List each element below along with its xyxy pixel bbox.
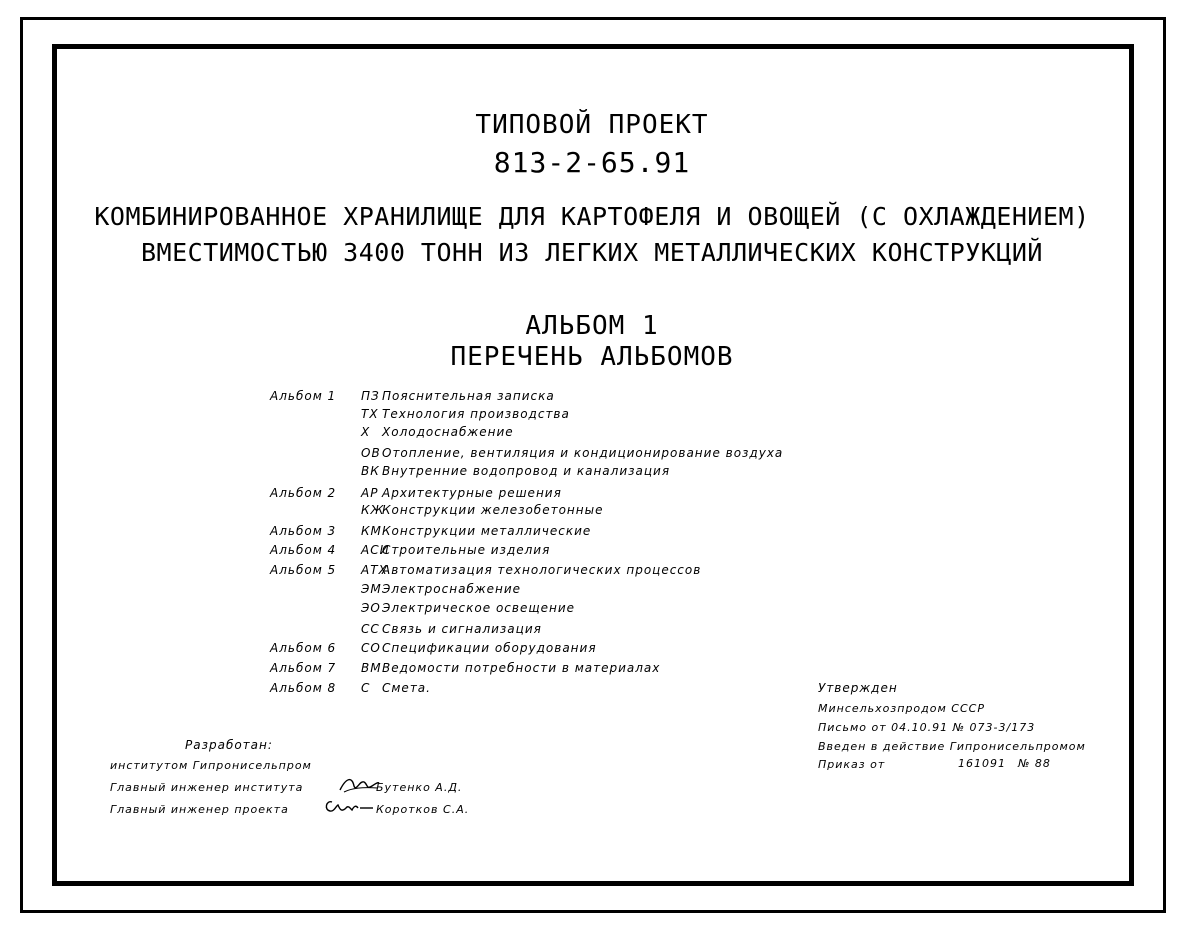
doc-type-title: ТИПОВОЙ ПРОЕКТ <box>475 110 709 140</box>
list-title: ПЕРЕЧЕНЬ АЛЬБОМОВ <box>450 342 734 372</box>
list-item: Альбом 5 АТХ Автоматизация технологических процессов <box>270 563 702 577</box>
developer-institute: институтом Гипронисельпром <box>110 759 312 772</box>
chief-engineer-project-label: Главный инженер проекта <box>110 803 289 816</box>
signature-1-image <box>338 774 380 796</box>
project-title-line2: ВМЕСТИМОСТЬЮ 3400 ТОНН ИЗ ЛЕГКИХ МЕТАЛЛИЧЕСКИХ КОНСТРУКЦИЙ <box>141 238 1043 267</box>
list-item: Х Холодоснабжение <box>361 425 514 439</box>
approval-title: Утвержден <box>818 681 898 695</box>
developer-title: Разработан: <box>185 738 273 752</box>
chief-engineer-project-name: Коротков С.А. <box>376 803 470 816</box>
approval-letter: Письмо от 04.10.91 № 073-3/173 <box>818 721 1036 734</box>
list-item: СС Связь и сигнализация <box>361 622 542 636</box>
approval-order-label: Приказ от <box>818 758 886 771</box>
list-item: КЖ Конструкции железобетонные <box>361 503 604 517</box>
approval-order-date: 161091 <box>958 757 1006 770</box>
chief-engineer-institute-label: Главный инженер института <box>110 781 304 794</box>
project-number: 813-2-65.91 <box>493 146 691 179</box>
approval-enacted: Введен в действие Гипронисельпромом <box>818 740 1086 753</box>
list-item: Альбом 1 ПЗ Пояснительная записка <box>270 389 555 403</box>
list-item: Альбом 6 СО Спецификации оборудования <box>270 641 597 655</box>
album-title: АЛЬБОМ 1 <box>525 311 659 341</box>
chief-engineer-institute-name: Бутенко А.Д. <box>376 781 463 794</box>
list-item: ЭО Электрическое освещение <box>361 601 576 615</box>
list-item: Альбом 2 АР Архитектурные решения <box>270 486 562 500</box>
list-item: ТХ Технология производства <box>361 407 570 421</box>
approval-ministry: Минсельхозпродом СССР <box>818 702 985 715</box>
list-item: Альбом 8 С Смета. <box>270 681 431 695</box>
list-item: Альбом 3 КМ Конструкции металлические <box>270 524 592 538</box>
approval-order-number: № 88 <box>1018 757 1051 770</box>
list-item: ВК Внутренние водопровод и канализация <box>361 464 671 478</box>
list-item: ОВ Отопление, вентиляция и кондиционирование воздуха <box>361 446 784 460</box>
list-item: ЭМ Электроснабжение <box>361 582 522 596</box>
signature-2-image <box>322 796 374 818</box>
project-title-line1: КОМБИНИРОВАННОЕ ХРАНИЛИЩЕ ДЛЯ КАРТОФЕЛЯ И ОВОЩЕЙ (С ОХЛАЖДЕНИЕМ) <box>94 202 1090 231</box>
list-item: Альбом 4 АСИ Строительные изделия <box>270 543 551 557</box>
list-item: Альбом 7 ВМ Ведомости потребности в материалах <box>270 661 661 675</box>
